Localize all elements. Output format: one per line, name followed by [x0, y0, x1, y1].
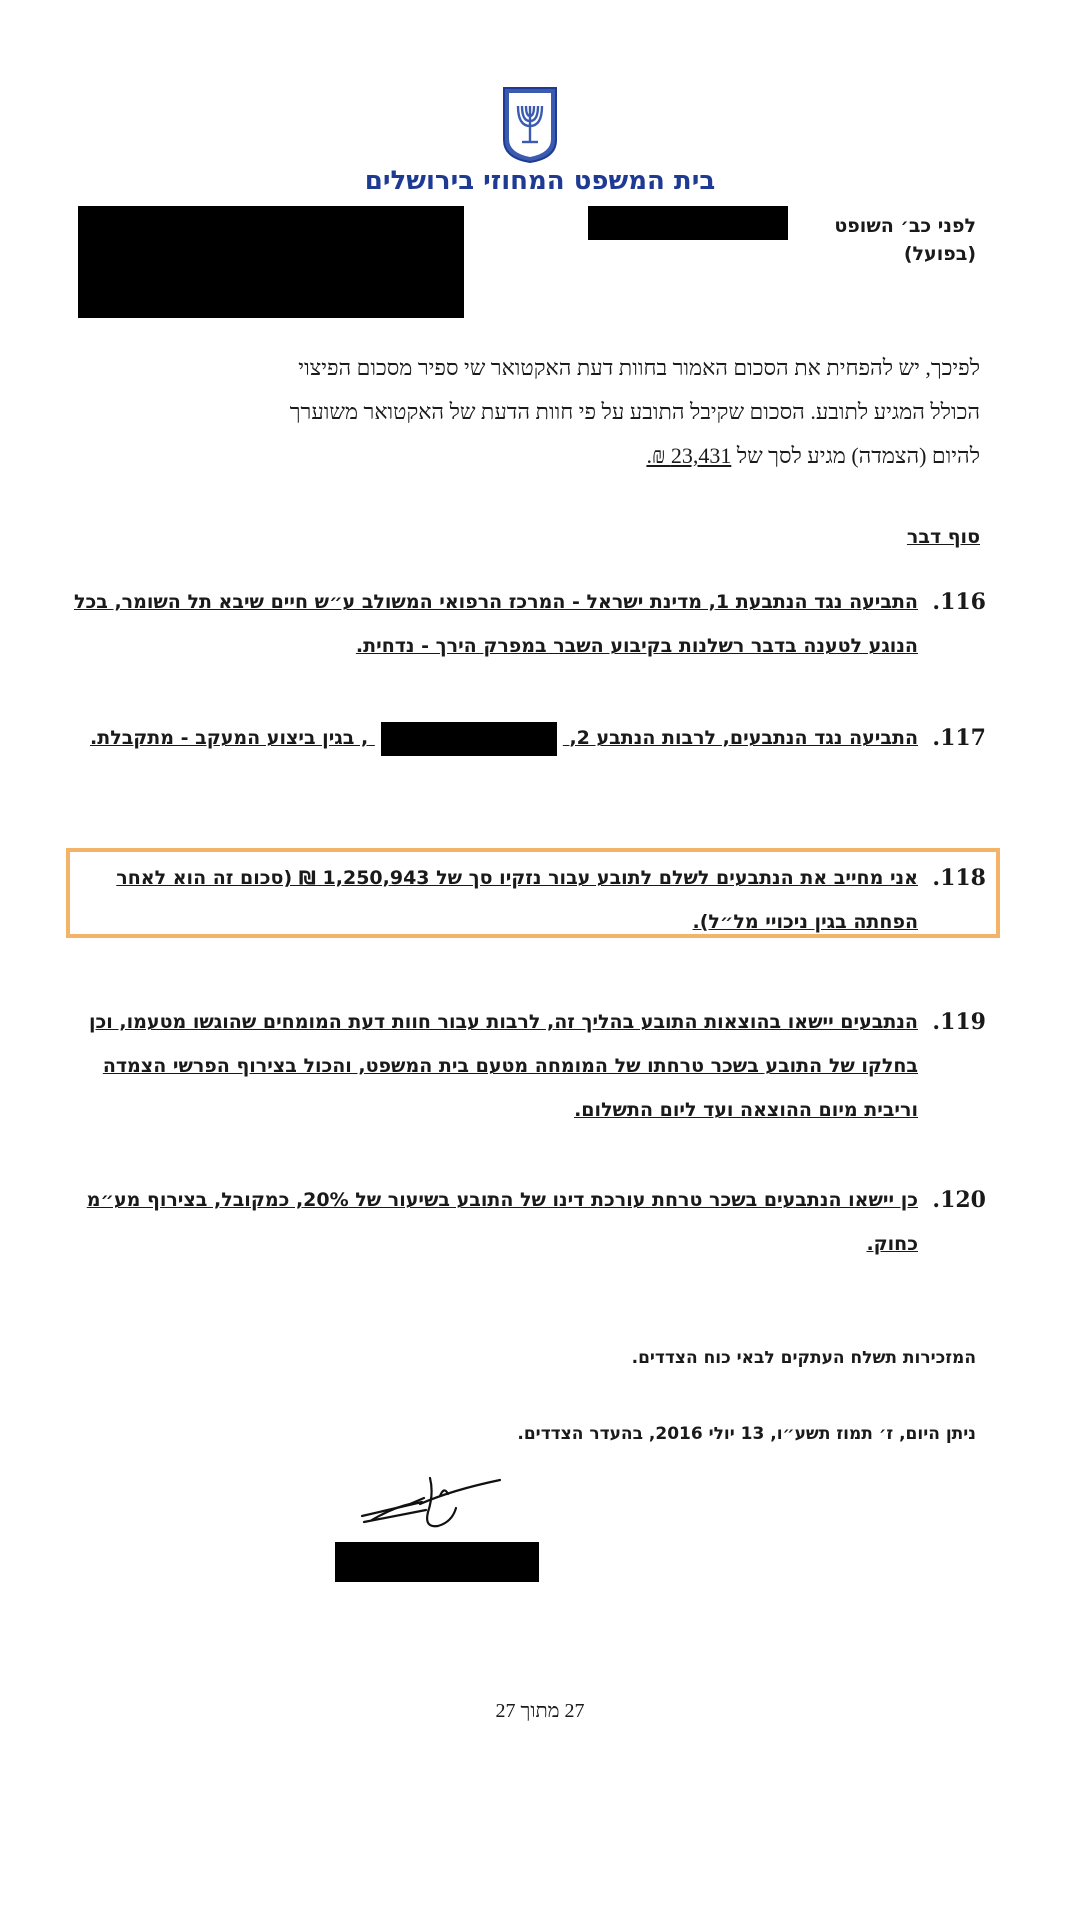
intro-line: לפיכך, יש להפחית את הסכום האמור בחוות דעת האקטואר שי ספיר מסכום הפיצוי — [298, 355, 980, 380]
section-heading: סוף דבר — [906, 526, 980, 548]
redacted-judge-name — [588, 206, 788, 240]
item-text: כן יישאו הנתבעים בשכר טרחת עורכת דינו של התובע בשיעור של 20%, כמקובל, בצירוף מע״מ כחוק. — [86, 1189, 918, 1255]
item-number: 119. — [932, 1009, 986, 1035]
intro-line: הכולל המגיע לתובע. הסכום שקיבל התובע על פי חוות הדעת של האקטואר משוערך — [289, 399, 980, 424]
item-text: התביעה נגד הנתבעת 1, מדינת ישראל - המרכז הרפואי המשולב ע״ש חיים שיבא תל השומר, בכל הנוגע לטענה בדבר רשלנות בקיבוע השבר במפרק הירך - נדחית. — [73, 591, 918, 657]
redacted-defendant-name — [381, 722, 557, 756]
item-number: 117. — [932, 725, 986, 751]
ruling-item — [54, 580, 986, 668]
judge-status: (בפועל) — [903, 243, 976, 265]
ruling-item — [54, 1000, 986, 1132]
item-text: הנתבעים יישאו בהוצאות התובע בהליך זה, לרבות עבור חוות דעת המומחים שהוגשו מטעמו, וכן בחלקו של התובע בשכר טרחתו של המומחה מטעם בית המשפט, והכול בצירוף הפרשי הצמדה וריבית מיום ההוצאה ועד ליום התשלום. — [89, 1011, 918, 1121]
intro-paragraph — [58, 346, 980, 478]
ruling-item — [54, 856, 986, 944]
item-number: 116. — [932, 589, 986, 615]
redacted-case-block — [78, 206, 464, 318]
redacted-signature-name — [335, 1542, 539, 1582]
state-emblem-icon — [500, 84, 560, 164]
item-number: 120. — [932, 1187, 986, 1213]
closing-copies-line: המזכירות תשלח העתקים לבאי כוח הצדדים. — [631, 1348, 976, 1368]
intro-line-prefix: להיום (הצמדה) מגיע לסך של — [736, 443, 980, 468]
item-text — [54, 716, 918, 760]
judge-line — [834, 212, 976, 268]
closing-date-line: ניתן היום, ז׳ תמוז תשע״ו, 13 יולי 2016, בהעדר הצדדים. — [517, 1424, 976, 1444]
judge-signature — [352, 1468, 512, 1538]
ruling-item — [54, 1178, 986, 1266]
item-text: אני מחייב את הנתבעים לשלם לתובע עבור נזקיו סך של 1,250,943 ₪ (סכום זה הוא לאחר הפחתה בגין ניכויי מל״ל). — [116, 867, 918, 933]
intro-amount: 23,431 ₪. — [646, 443, 732, 468]
page-number: 27 מתוך 27 — [495, 1700, 585, 1722]
item-text-after: , בגין ביצוע המעקב - מתקבלת. — [90, 727, 369, 749]
item-number: 118. — [932, 865, 986, 891]
item-text-before: התביעה נגד הנתבעים, לרבות הנתבע 2, — [569, 727, 918, 749]
court-name: בית המשפט המחוזי בירושלים — [364, 166, 716, 196]
intro-line — [58, 434, 980, 478]
ruling-item — [54, 716, 986, 760]
judge-title: לפני כב׳ השופט — [834, 215, 976, 237]
